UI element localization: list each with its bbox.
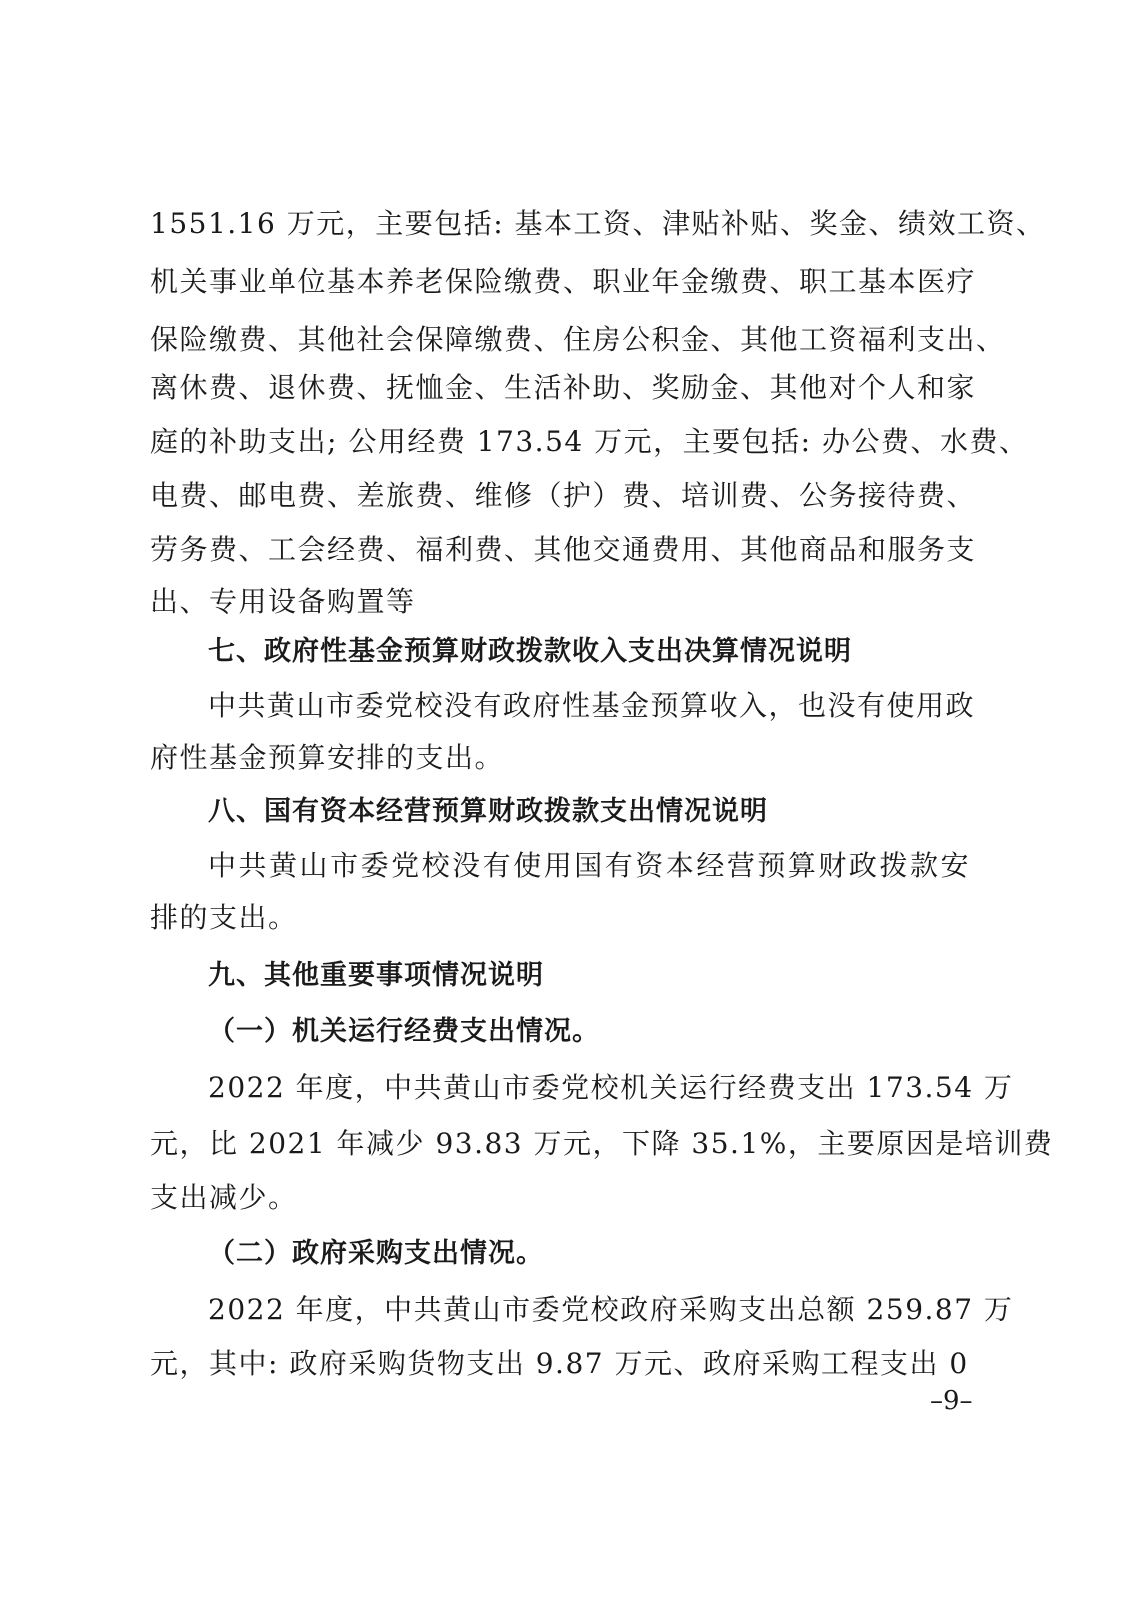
body-line: 府性基金预算安排的支出。 [150,741,505,774]
body-line: 2022 年度，中共黄山市委党校机关运行经费支出 173.54 万 [208,1071,1014,1104]
body-line: 2022 年度，中共黄山市委党校政府采购支出总额 259.87 万 [208,1293,1014,1326]
section-heading-7: 七、政府性基金预算财政拨款收入支出决算情况说明 [208,636,852,667]
body-line: 电费、邮电费、差旅费、维修（护）费、培训费、公务接待费、 [150,479,977,512]
body-line: 中共黄山市委党校没有使用国有资本经营预算财政拨款安 [208,849,970,882]
body-line: 中共黄山市委党校没有政府性基金预算收入，也没有使用政 [208,689,976,722]
body-line: 庭的补助支出; 公用经费 173.54 万元，主要包括: 办公费、水费、 [150,425,1029,458]
subsection-heading-1: （一）机关运行经费支出情况。 [208,1016,600,1047]
body-line: 元，其中: 政府采购货物支出 9.87 万元、政府采购工程支出 0 [150,1347,969,1380]
body-line: 机关事业单位基本养老保险缴费、职业年金缴费、职工基本医疗 [150,265,977,298]
section-heading-8: 八、国有资本经营预算财政拨款支出情况说明 [208,796,768,827]
subsection-heading-2: （二）政府采购支出情况。 [208,1238,544,1269]
page-number: –9– [930,1386,973,1416]
section-heading-9: 九、其他重要事项情况说明 [208,960,544,991]
body-line: 1551.16 万元，主要包括: 基本工资、津贴补贴、奖金、绩效工资、 [150,207,1046,240]
body-line: 排的支出。 [150,901,298,934]
body-line: 劳务费、工会经费、福利费、其他交通费用、其他商品和服务支 [150,533,977,566]
body-line: 支出减少。 [150,1181,298,1214]
body-line: 保险缴费、其他社会保障缴费、住房公积金、其他工资福利支出、 [150,323,1006,356]
body-line: 出、专用设备购置等 [150,585,416,618]
body-line: 离休费、退休费、抚恤金、生活补助、奖励金、其他对个人和家 [150,371,977,404]
body-line: 元，比 2021 年减少 93.83 万元，下降 35.1%，主要原因是培训费 [150,1127,1054,1160]
